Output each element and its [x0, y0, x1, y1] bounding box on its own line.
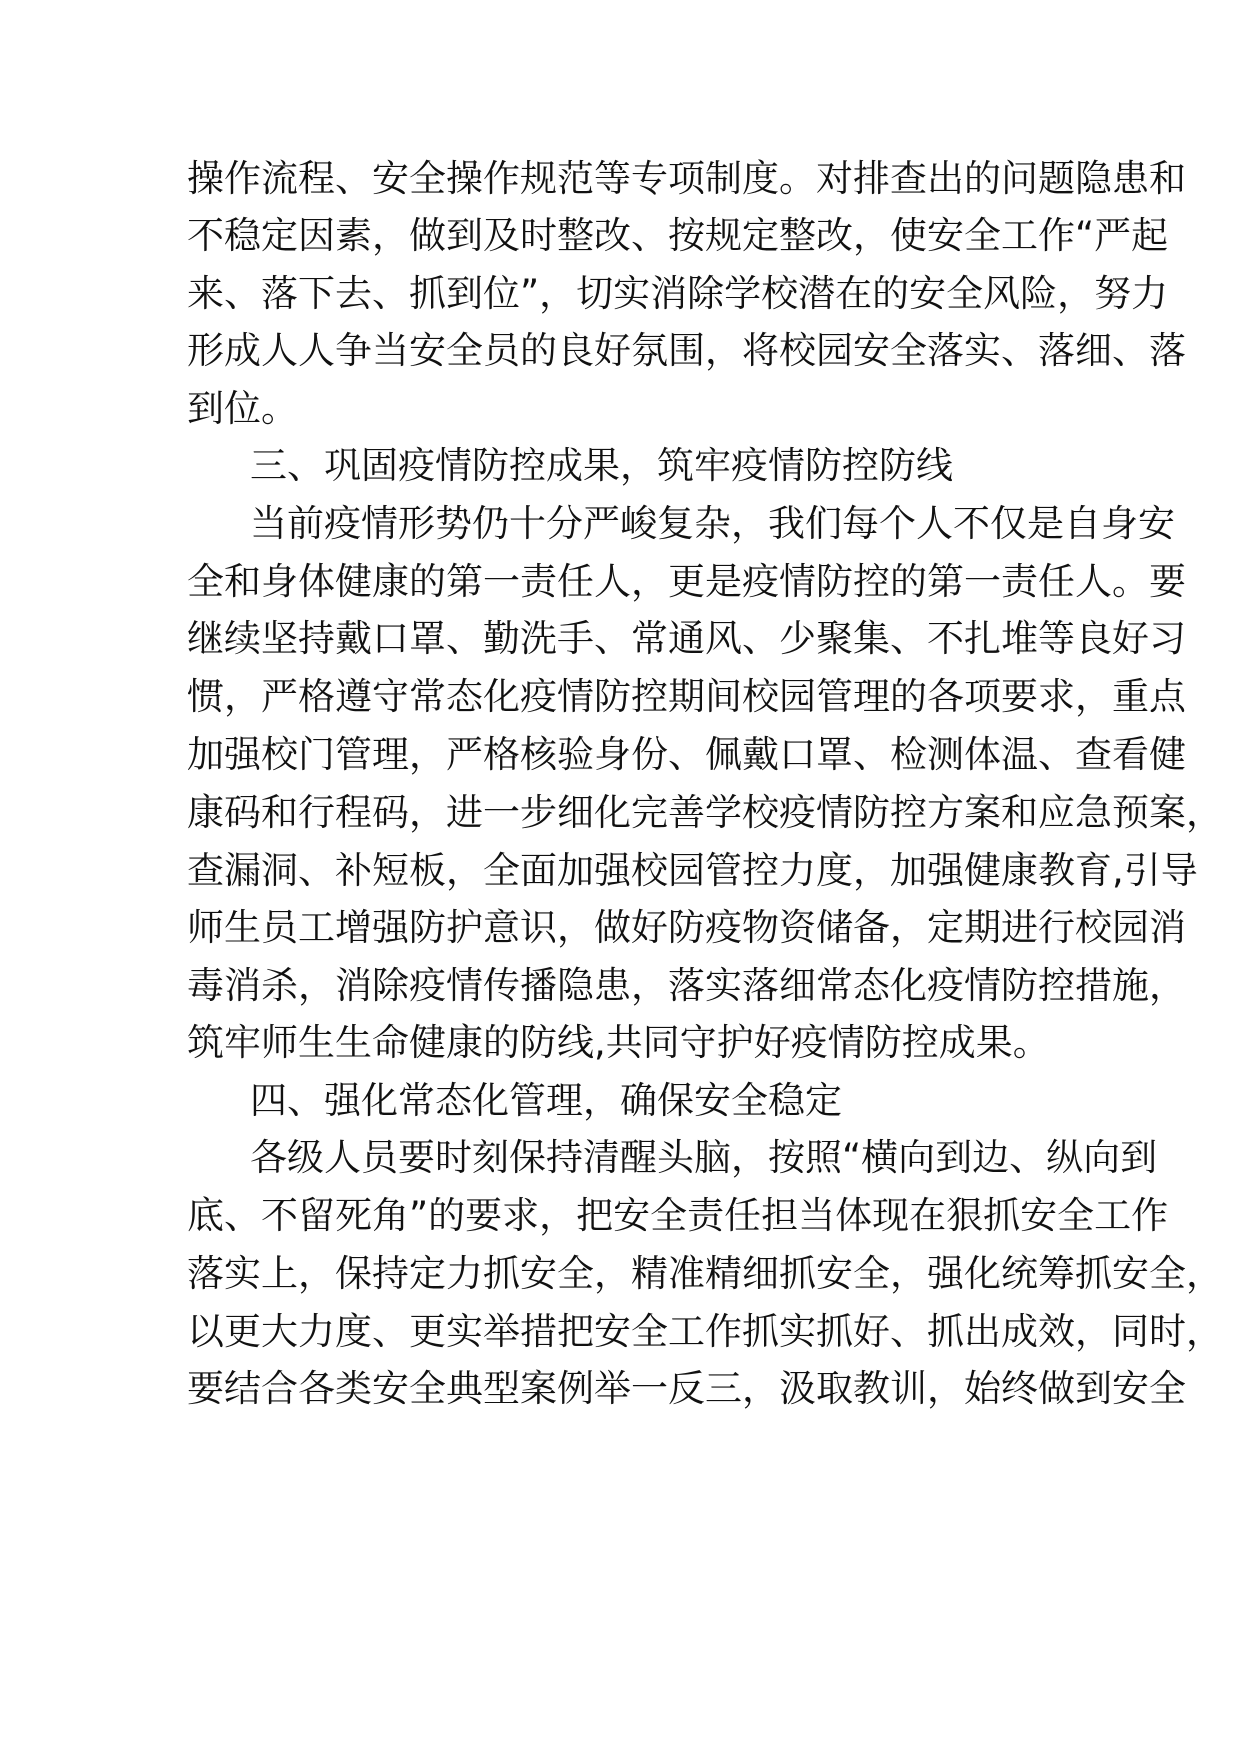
- body-text-line: 形成人人争当安全员的良好氛围，将校园安全落实、落细、落: [187, 329, 1186, 372]
- section-heading-3: 三、巩固疫情防控成果，筑牢疫情防控防线: [250, 444, 953, 487]
- body-text-line: 当前疫情形势仍十分严峻复杂，我们每个人不仅是自身安: [250, 502, 1175, 545]
- body-text-line: 康码和行程码，进一步细化完善学校疫情防控方案和应急预案，: [187, 791, 1223, 834]
- body-text-line: 查漏洞、补短板，全面加强校园管控力度，加强健康教育,引导: [187, 849, 1198, 892]
- body-text-line: 师生员工增强防护意识，做好防疫物资储备，定期进行校园消: [187, 906, 1186, 949]
- body-text-line: 来、落下去、抓到位”，切实消除学校潜在的安全风险，努力: [187, 272, 1169, 315]
- body-text-line: 毒消杀，消除疫情传播隐患，落实落细常态化疫情防控措施，: [187, 964, 1186, 1007]
- body-text-line: 以更大力度、更实举措把安全工作抓实抓好、抓出成效，同时，: [187, 1310, 1223, 1353]
- body-text-line: 加强校门管理，严格核验身份、佩戴口罩、检测体温、查看健: [187, 733, 1186, 776]
- body-text-line: 落实上，保持定力抓安全，精准精细抓安全，强化统筹抓安全，: [187, 1252, 1223, 1295]
- body-text-line: 全和身体健康的第一责任人，更是疫情防控的第一责任人。要: [187, 560, 1186, 603]
- body-text-line: 操作流程、安全操作规范等专项制度。对排查出的问题隐患和: [187, 157, 1186, 200]
- body-text-line: 惯，严格遵守常态化疫情防控期间校园管理的各项要求，重点: [187, 675, 1186, 718]
- body-text-line: 要结合各类安全典型案例举一反三，汲取教训，始终做到安全: [187, 1367, 1186, 1410]
- body-text-line: 继续坚持戴口罩、勤洗手、常通风、少聚集、不扎堆等良好习: [187, 617, 1186, 660]
- body-text-line: 不稳定因素，做到及时整改、按规定整改，使安全工作“严起: [187, 214, 1169, 257]
- body-text-line: 各级人员要时刻保持清醒头脑，按照“横向到边、纵向到: [250, 1136, 1158, 1179]
- section-heading-4: 四、强化常态化管理，确保安全稳定: [250, 1079, 842, 1122]
- body-text-line: 到位。: [187, 387, 298, 430]
- body-text-line: 底、不留死角”的要求，把安全责任担当体现在狠抓安全工作: [187, 1194, 1169, 1237]
- body-text-line: 筑牢师生生命健康的防线,共同守护好疫情防控成果。: [187, 1021, 1050, 1064]
